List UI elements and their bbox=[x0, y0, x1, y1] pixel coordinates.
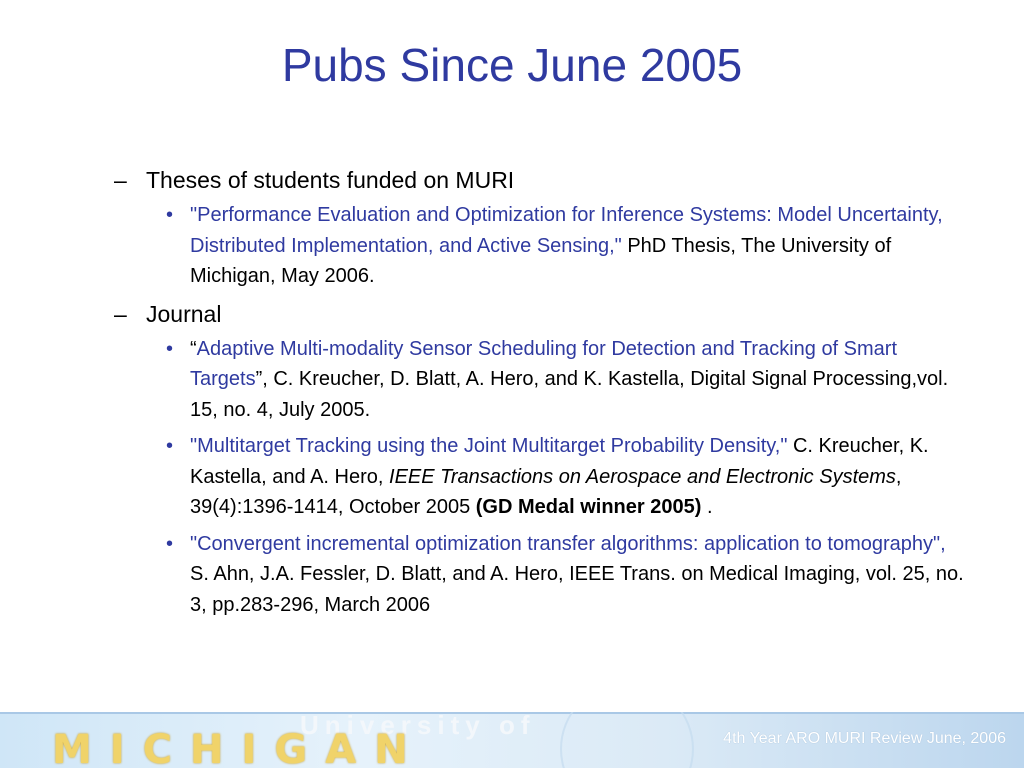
list-item bbox=[114, 334, 984, 426]
end-punctuation: . bbox=[701, 496, 713, 518]
michigan-logo: MICHIGAN bbox=[52, 727, 426, 768]
publication-details: , 39(4):1396-1414, October 2005 bbox=[190, 465, 902, 518]
publication-title: "Multitarget Tracking using the Joint Multitarget Probability Density," bbox=[190, 435, 788, 457]
publication-details: S. Ahn, J.A. Fessler, D. Blatt, and A. Hero, IEEE Trans. on Medical Imaging, vol. 25, no. 3, pp.283-296, March 2006 bbox=[190, 563, 964, 616]
list-item bbox=[114, 200, 984, 292]
footer-caption: 4th Year ARO MURI Review June, 2006 bbox=[723, 730, 1006, 747]
slide-content bbox=[114, 164, 984, 626]
list-item bbox=[114, 431, 984, 523]
bullet-marker: • bbox=[166, 435, 174, 457]
open-quote: “ bbox=[190, 337, 197, 360]
bullet-marker: • bbox=[166, 204, 174, 226]
bullet-marker: • bbox=[166, 337, 174, 360]
slide-title: Pubs Since June 2005 bbox=[281, 39, 743, 91]
dash-marker: – bbox=[114, 300, 127, 327]
publication-details: PhD Thesis, The University of Michigan, May 2006. bbox=[190, 234, 892, 287]
section-heading: Theses of students funded on MURI bbox=[146, 167, 515, 193]
list-item bbox=[114, 529, 984, 621]
footer-banner bbox=[0, 712, 1024, 768]
section-heading: Journal bbox=[146, 300, 222, 327]
university-of-watermark: University of bbox=[300, 712, 536, 740]
publication-title: "Performance Evaluation and Optimization for Inference Systems: Model Uncertainty, Distributed Implementation, and Active Sensing," bbox=[190, 204, 943, 257]
journal-name: IEEE Transactions on Aerospace and Electronic Systems bbox=[389, 465, 896, 488]
section-journal bbox=[114, 298, 984, 330]
dash-marker: – bbox=[114, 167, 127, 193]
publication-details: ”, C. Kreucher, D. Blatt, A. Hero, and K. Kastella, Digital Signal Processing,vol. 15, no. 4, July 2005. bbox=[190, 368, 949, 421]
publication-title: "Convergent incremental optimization transfer algorithms: application to tomography", bbox=[190, 532, 946, 555]
university-seal-watermark bbox=[560, 712, 694, 768]
bullet-marker: • bbox=[166, 532, 174, 555]
publication-authors: C. Kreucher, K. Kastella, and A. Hero, bbox=[190, 435, 929, 488]
section-theses bbox=[114, 164, 984, 196]
publication-title: Adaptive Multi-modality Sensor Scheduling for Detection and Tracking of Smart Targets bbox=[190, 337, 898, 390]
award-note: (GD Medal winner 2005) bbox=[475, 496, 702, 518]
